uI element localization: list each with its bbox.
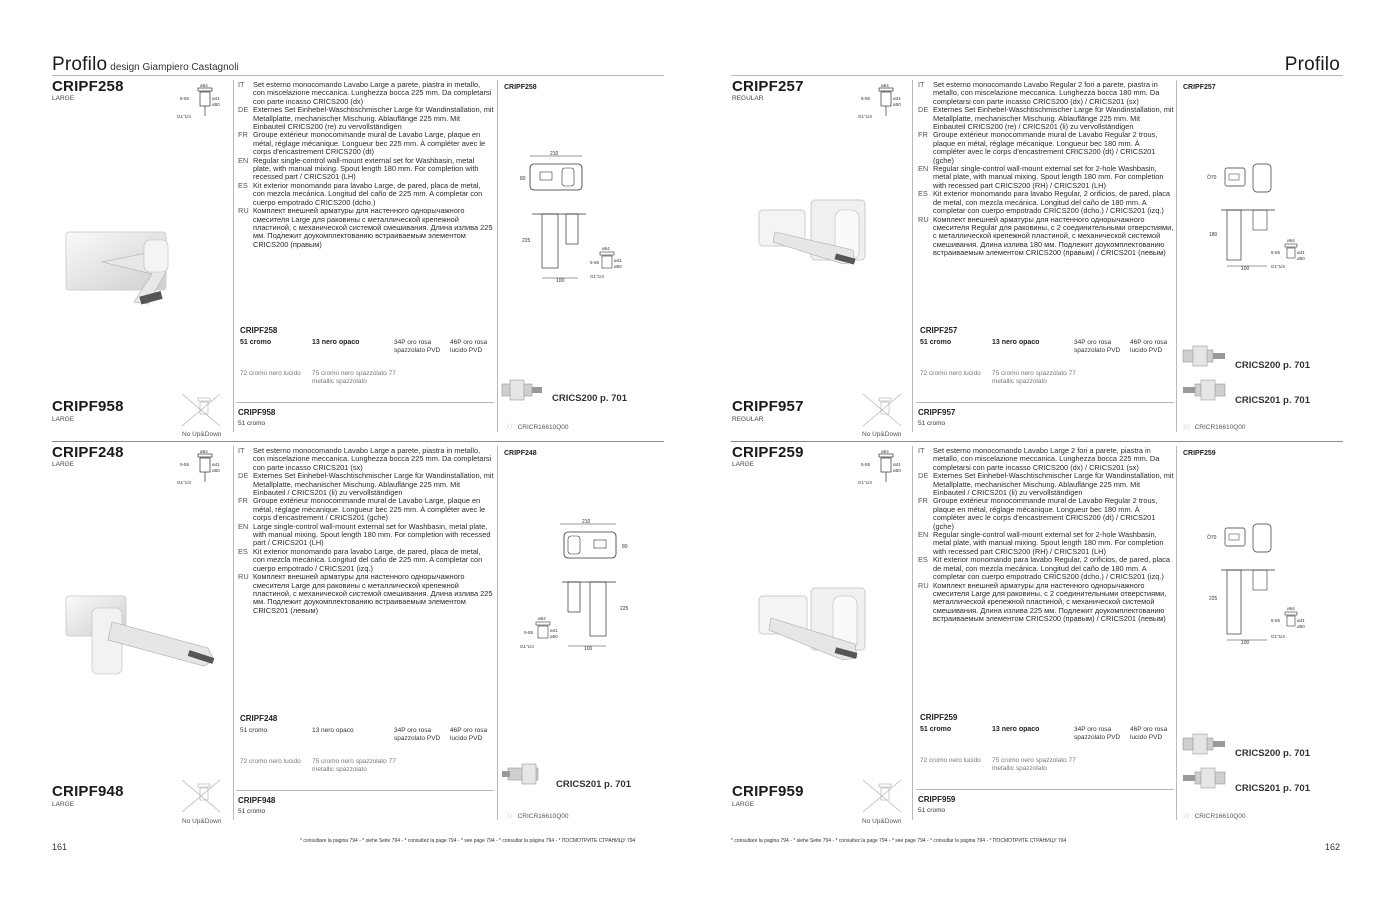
finish-item: 34P oro rosa spazzolato PVD (1074, 339, 1121, 354)
desc-row: FR Groupe extérieur monocommande mural de Lavabo Regular 2 trous, plaque en métal, réglage mécanique. Longueur bec 180 mm. À compléter avec le corps d'encastrement CRICS200 (dt) / CRICS201 (gche) (918, 130, 1158, 165)
desc-row: ES Kit exterior monomando para lavabo Regular, 2 orificios, de pared, placa de metal, con mezcla mecánica. Longitud del caño de 180 mm. A completar con cuerpo empotrado CRICS200 (dcho.) / CRICS201 (izq.) (918, 555, 1171, 582)
technical-drawing (518, 518, 638, 654)
crics-image (1181, 764, 1229, 792)
finish-item: 13 nero opaco (312, 339, 360, 346)
finish-heading: CRIPF259 (920, 713, 958, 722)
finish-item: 72 cromo nero lucido (920, 370, 981, 377)
dim-label: G1"1/4 (1271, 634, 1285, 639)
dim-label: 210 (550, 151, 559, 157)
footnote: * consultare la pagina 794 - * siehe Seite 794 - * consultez la page 794 - * see page 794 - * consultar la página 794 - * ПОСМОТРИТЕ СТРАНИЦУ 794 (731, 838, 1067, 844)
finish-item: 51 cromo (240, 339, 272, 346)
desc-row: DE Externes Set Einhebel-Waschtischmischer Large für Wandinstallation, mit Metallplatte, mechanischer Mischung. Ablauflänge 225 mm. Mit Einbauteil CRICS200 (re) zu vervollständigen (238, 105, 494, 132)
product-size: REGULAR (732, 95, 764, 102)
technical-drawing (518, 150, 638, 286)
column-divider (912, 446, 913, 820)
dim-label: ø50 (1297, 624, 1305, 629)
crics-image (500, 760, 550, 790)
product-code: CRIPF258 LARGE (52, 78, 124, 102)
drain-label: ø64 (200, 450, 208, 454)
crics-reference: CRICS201 p. 701 (1235, 395, 1310, 406)
dim-label: 210 (582, 519, 591, 525)
dim-label: 100 (556, 278, 565, 284)
desc-row: ES Kit exterior monomando para lavabo Regular, 2 orificios, de pared, placa de metal, con mezcla mecánica. Longitud del caño de 180 mm. A completar con cuerpo empotrado CRICS200 (dcho.) / CRICS201 (izq.) (918, 189, 1171, 216)
dim-label: 100 (584, 646, 593, 652)
sub-product-size: LARGE (732, 801, 755, 808)
finish-heading: CRIPF948 (238, 796, 276, 805)
designer-credit: design Giampiero Castagnoli (110, 62, 239, 73)
desc-row: RU Комплект внешней арматуры для настенного однорычажного смесителя Large для раковины, с 2 соединительными отверстиями, металлической крепежной пластиной, с механической системой смешивания. Длина излива 225 мм. Подлежит доукомплектованию встраиваемым элементом CRICS200 (правым) / CRICS201 (левым) (918, 580, 1167, 624)
product-size: LARGE (52, 461, 75, 468)
drain-label: G1"1/4 (177, 114, 191, 119)
diagram-label: CRIPF259 (1183, 450, 1216, 457)
crossed-drain-diagram (859, 392, 905, 428)
finish-item: 51 cromo (240, 727, 268, 734)
finish-item: 13 nero opaco (312, 727, 354, 734)
column-divider (1176, 446, 1177, 820)
faucet-image (755, 196, 875, 274)
crossed-drain-diagram (178, 392, 224, 428)
dim-label: 80 (520, 176, 526, 182)
page-number: 162 (1324, 842, 1340, 852)
sub-product-code: CRIPF957 (732, 398, 804, 415)
column-divider (233, 446, 234, 820)
finish-item: 51 cromo (238, 808, 266, 815)
drain-diagram (857, 450, 909, 488)
dim-label: Ö70 (1207, 175, 1217, 181)
dim-label: 5-55 (1271, 250, 1281, 255)
finish-item: 51 cromo (918, 420, 946, 427)
desc-row: DE Externes Set Einhebel-Waschtischmischer Large für Wandinstallation, mit Metallplatte, mechanischer Mischung. Ablauflänge 225 mm. Mit Einbauteil / CRICS201 (li) zu vervollständigen (238, 471, 494, 498)
drain-label: ø64 (881, 450, 889, 454)
desc-row: RU Комплект внешней арматуры для настенного однорычажного смесителя Large для раковины с металлической крепежной пластиной, с механической системой смешивания. Длина излива 225 мм. Подлежит доукомплектованию встраиваемым элементом CRICS200 (правым) (238, 206, 493, 249)
crics-reference: CRICS201 p. 701 (556, 779, 631, 790)
desc-row: EN Regular single-control wall-mount external set for 2-hole Washbasin, metal plate, with manual mixing. Spout length 180 mm. For completion with recessed part CRICS200 (RH) / CRICS201 (LH) (918, 530, 1164, 556)
finish-item: 72 cromo nero lucido (240, 758, 301, 765)
finish-heading: CRIPF257 (920, 326, 958, 335)
faucet-image (62, 592, 222, 682)
finish-item: 72 cromo nero lucido (920, 757, 981, 764)
drain-label: 5-55 (180, 96, 190, 101)
part-number: 〉〉 CRICR16610Q00 (1183, 424, 1246, 431)
finish-item: 34P oro rosa spazzolato PVD (394, 339, 441, 354)
crics-image (500, 376, 544, 404)
drain-diagram (176, 450, 228, 488)
desc-row: IT Set esterno monocomando Lavabo Regular 2 fori a parete, piastra in metallo, con miscelazione meccanica. Lunghezza bocca 180 mm. Da completarsi con parte incasso CRICS200 (dx) / CRICS201 (sx) (918, 80, 1160, 106)
dim-label: 180 (1209, 232, 1218, 238)
dim-label: ø50 (1297, 256, 1305, 261)
drain-diagram (176, 84, 228, 122)
description (238, 447, 494, 615)
dim-label: 5-55 (590, 260, 600, 265)
desc-row: FR Groupe extérieur monocommande mural de Lavabo Large, plaque en métal, réglage mécanique. Longueur bec 225 mm. À compléter avec le corps d'encastrement / CRICS201 (gche) (238, 496, 486, 523)
page-title: Profilo (52, 54, 108, 75)
dim-label: ø50 (550, 634, 558, 639)
dim-label: 5-55 (524, 630, 534, 635)
drain-label: ø41 (893, 96, 901, 101)
desc-row: DE Externes Set Einhebel-Waschtischmischer Large für Wandinstallation, mit Metallplatte, mechanischer Mischung. Ablauflänge 225 mm. Mit Einbauteil / CRICS201 (li) zu vervollständigen (918, 471, 1174, 498)
finish-item: 34P oro rosa spazzolato PVD (394, 727, 441, 742)
column-divider (497, 446, 498, 820)
sub-product-code: CRIPF958 (52, 398, 124, 415)
crics-reference: CRICS200 p. 701 (552, 393, 627, 404)
technical-drawing (1205, 522, 1315, 648)
drain-label: ø50 (893, 102, 901, 107)
drain-label: G1"1/4 (177, 480, 191, 485)
footnote: * consultare la pagina 794 - * siehe Seite 794 - * consultez la page 794 - * see page 794 - * consultar la página 794 - * ПОСМОТРИТЕ СТРАНИЦУ 794 (300, 838, 636, 844)
diagram-label: CRIPF248 (504, 450, 537, 457)
dim-label: 225 (1209, 596, 1218, 602)
rule (236, 790, 494, 791)
column-divider (233, 80, 234, 432)
drain-label: ø64 (881, 84, 889, 88)
dim-label: ø41 (1297, 250, 1305, 255)
crics-image (1181, 342, 1229, 370)
finish-item: 46P oro rosa lucido PVD (1130, 726, 1168, 741)
desc-row: EN Regular single-control wall-mount external set for Washbasin, metal plate, with manual mixing. Spout length 180 mm. For completion with recessed part / CRICS201 (LH) (238, 155, 479, 182)
finish-item: 34P oro rosa spazzolato PVD (1074, 726, 1121, 741)
dim-label: ø50 (614, 264, 622, 269)
description (918, 81, 1174, 258)
right-page (697, 0, 1394, 901)
dim-label: 225 (522, 238, 531, 244)
part-number: 〉〉 CRICR16610Q00 (1183, 813, 1246, 820)
drain-label: G1"1/4 (858, 480, 872, 485)
no-updown-label: No Up&Down (182, 431, 222, 438)
desc-row: RU Комплект внешней арматуры для настенного однорычажного смесителя Regular для раковины, с 2 соединительными отверстиями, с металлической крепежной пластиной, с механической системой смешивания. Длина излива 180 мм. Подлежит доукомплектованию встраиваемым элементом CRICS200 (правым) / CRICS201 (левым) (918, 214, 1174, 258)
desc-row: RU Комплект внешней арматуры для настенного однорычажного смесителя Large для раковины с металлической крепежной пластиной, с механической системой смешивания. Длина излива 225 мм. Подлежит доукомплектованию встраиваемым элементом CRICS201 (левым) (238, 572, 493, 615)
column-divider (912, 80, 913, 432)
crics-reference: CRICS200 p. 701 (1235, 748, 1310, 759)
drain-label: ø50 (893, 468, 901, 473)
drain-label: G1"1/4 (858, 114, 872, 119)
drain-label: ø41 (893, 462, 901, 467)
diagram-label: CRIPF258 (504, 84, 537, 91)
dim-label: 80 (622, 544, 628, 550)
column-divider (497, 80, 498, 432)
crics-reference: CRICS201 p. 701 (1235, 783, 1310, 794)
rule (916, 402, 1174, 403)
finish-item: 46P oro rosa lucido PVD (1130, 339, 1168, 354)
no-updown-label: No Up&Down (862, 818, 902, 825)
drain-label: ø50 (212, 468, 220, 473)
desc-row: DE Externes Set Einhebel-Waschtischmischer Large für Wandinstallation, mit Metallplatte, mechanischer Mischung. Ablauflänge 225 mm. Mit Einbauteil CRICS200 (re) / CRICS201 (li) zu vervollständigen (918, 105, 1174, 132)
header-rule (52, 75, 664, 76)
desc-row: FR Groupe extérieur monocommande mural de Lavabo Regular 2 trous, plaque en métal, réglage mécanique. Longueur bec 180 mm. À compléter avec le corps d'encastrement CRICS200 (dt) / CRICS201 (gche) (918, 496, 1158, 531)
finish-heading: CRIPF957 (918, 408, 956, 417)
finish-item: 46P oro rosa lucido PVD (450, 727, 488, 742)
drain-label: 5-55 (861, 96, 871, 101)
finish-item: 51 cromo (920, 726, 952, 733)
finish-heading: CRIPF958 (238, 408, 276, 417)
technical-drawing (1205, 162, 1315, 272)
desc-row: IT Set esterno monocomando Lavabo Large a parete, piastra in metallo, con miscelazione meccanica. Lunghezza bocca 225 mm. Da completarsi con parte incasso CRICS200 (dx) (238, 80, 492, 106)
product-code: CRIPF248 LARGE (52, 444, 124, 468)
dim-label: ø64 (538, 616, 546, 621)
drain-label: 5-55 (861, 462, 871, 467)
sub-product-code: CRIPF959 (732, 783, 804, 800)
dim-label: 100 (1241, 266, 1250, 272)
page-header (52, 54, 239, 76)
product-size: LARGE (52, 95, 75, 102)
page-number: 161 (52, 842, 68, 852)
finish-heading: CRIPF248 (240, 714, 278, 723)
desc-row: ES Kit exterior monomando para lavabo Large, de pared, placa de metal, con mezcla mecánica. Longitud del caño de 225 mm. A completar con cuerpo empotrado / CRICS201 (izq.) (238, 546, 483, 573)
desc-row: IT Set esterno monocomando Lavabo Large 2 fori a parete, piastra in metallo, con miscelazione meccanica. Lunghezza bocca 225 mm. Da completarsi con parte incasso CRICS200 (dx) / CRICS201 (sx) (918, 446, 1160, 472)
desc-row: FR Groupe extérieur monocommande mural de Lavabo Large, plaque en métal, réglage mécanique. Longueur bec 225 mm. À compléter avec le corps d'encastrement CRICS200 (dt) (238, 130, 486, 157)
part-number: 〉〉 CRICR16610Q00 (506, 424, 569, 431)
sub-product-size: LARGE (52, 801, 75, 808)
no-updown-label: No Up&Down (182, 818, 222, 825)
dim-label: ø41 (1297, 618, 1305, 623)
no-updown-label: No Up&Down (862, 431, 902, 438)
dim-label: ø64 (1287, 606, 1295, 611)
dim-label: G1"1/4 (590, 274, 604, 279)
crics-image (1181, 376, 1229, 404)
dim-label: ø64 (1287, 238, 1295, 243)
finish-item: 75 cromo nero spazzolato 77 metallic spazzolato (312, 758, 396, 773)
finish-item: 51 cromo (918, 807, 946, 814)
drain-label: ø50 (212, 102, 220, 107)
desc-row: ES Kit exterior monomando para lavabo Large, de pared, placa de metal, con mezcla mecánica. Longitud del caño de 225 mm. A completar con cuerpo empotrado CRICS200 (dcho.) (238, 180, 483, 207)
dim-label: 225 (620, 606, 629, 612)
dim-label: Ö70 (1207, 535, 1217, 541)
section-rule (731, 441, 1343, 442)
section-rule (52, 441, 664, 442)
finish-item: 51 cromo (238, 420, 266, 427)
rule (236, 402, 494, 403)
finish-item: 51 cromo (920, 339, 952, 346)
dim-label: ø41 (550, 628, 558, 633)
rule (916, 789, 1174, 790)
faucet-image (62, 222, 172, 308)
faucet-image (755, 586, 875, 668)
drain-diagram (857, 84, 909, 122)
dim-label: ø41 (614, 258, 622, 263)
description (918, 447, 1174, 624)
finish-item: 72 cromo nero lucido (240, 370, 301, 377)
dim-label: 100 (1241, 640, 1250, 646)
header-rule (731, 75, 1343, 76)
sub-product-code: CRIPF948 (52, 783, 124, 800)
description (238, 81, 494, 249)
finish-item: 13 nero opaco (992, 726, 1040, 733)
part-number: 〉〉 CRICR16610Q00 (506, 813, 569, 820)
product-code: CRIPF257 REGULAR (732, 78, 804, 102)
crics-image (1181, 730, 1229, 758)
column-divider (1176, 80, 1177, 432)
crossed-drain-diagram (859, 778, 905, 814)
diagram-label: CRIPF257 (1183, 84, 1216, 91)
drain-label: ø64 (200, 84, 208, 88)
dim-label: G1"1/4 (520, 644, 534, 649)
finish-item: 75 cromo nero spazzolato 77 metallic spazzolato (992, 370, 1076, 385)
finish-item: 46P oro rosa lucido PVD (450, 339, 488, 354)
finish-item: 75 cromo nero spazzolato 77 metallic spazzolato (312, 370, 396, 385)
sub-product-size: LARGE (52, 416, 75, 423)
desc-row: EN Regular single-control wall-mount external set for 2-hole Washbasin, metal plate, with manual mixing. Spout length 180 mm. For completion with recessed part CRICS200 (RH) / CRICS201 (LH) (918, 164, 1164, 190)
finish-heading: CRIPF959 (918, 795, 956, 804)
finish-item: 13 nero opaco (992, 339, 1040, 346)
product-code: CRIPF259 LARGE (732, 444, 804, 468)
dim-label: G1"1/4 (1271, 264, 1285, 269)
drain-label: ø41 (212, 96, 220, 101)
crossed-drain-diagram (178, 778, 224, 814)
dim-label: 5-55 (1271, 618, 1281, 623)
crics-reference: CRICS200 p. 701 (1235, 360, 1310, 371)
finish-heading: CRIPF258 (240, 326, 278, 335)
finish-item: 75 cromo nero spazzolato 77 metallic spazzolato (992, 757, 1076, 772)
product-size: LARGE (732, 461, 755, 468)
dim-label: ø64 (602, 246, 610, 251)
page-title: Profilo (1284, 54, 1340, 75)
drain-label: ø41 (212, 462, 220, 467)
desc-row: EN Large single-control wall-mount external set for Washbasin, metal plate, with manual mixing. Spout length 180 mm. For completion with recessed part / CRICS201 (LH) (238, 521, 491, 548)
drain-label: 5-55 (180, 462, 190, 467)
desc-row: IT Set esterno monocomando Lavabo Large a parete, piastra in metallo, con miscelazione meccanica. Lunghezza bocca 225 mm. Da completarsi con parte incasso CRICS201 (sx) (238, 446, 492, 472)
sub-product-size: REGULAR (732, 416, 764, 423)
